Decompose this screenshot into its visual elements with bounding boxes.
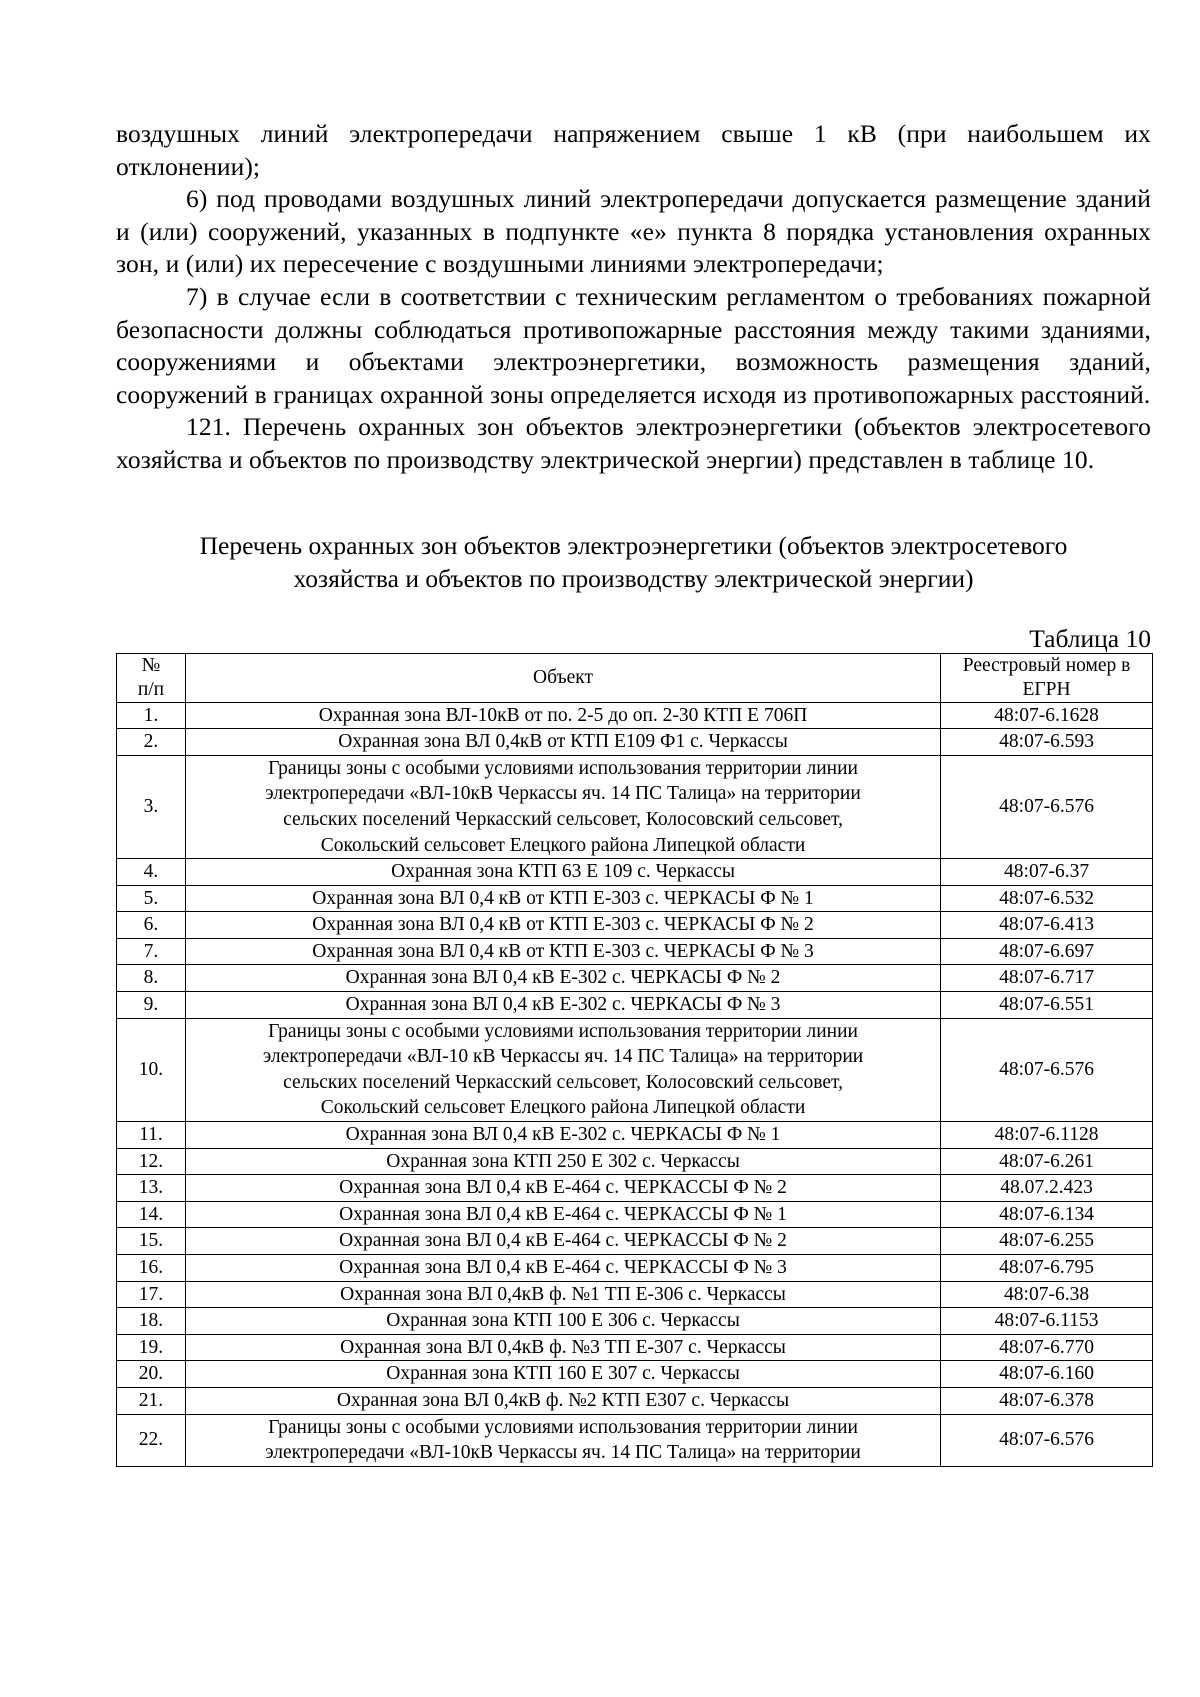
table-row [117, 859, 1153, 886]
row-registry-number: 48:07-6.1128 [941, 1122, 1153, 1149]
row-number: 15. [117, 1228, 186, 1255]
row-object [185, 885, 940, 912]
row-object-line: Охранная зона ВЛ 0,4 кВ от КТП Е-303 с. ЧЕРКАСЫ Ф № 1 [312, 887, 814, 909]
row-registry-number: 48:07-6.532 [941, 885, 1153, 912]
row-object [185, 1281, 940, 1308]
row-registry-number: 48:07-6.378 [941, 1387, 1153, 1414]
table-title [116, 529, 1151, 595]
table-row [117, 729, 1153, 756]
header-registry-line: ЕГРН [1022, 678, 1071, 700]
row-registry-number: 48:07-6.37 [941, 859, 1153, 886]
row-object-line: Охранная зона ВЛ-10кВ от по. 2-5 до оп. 2-30 КТП Е 706П [318, 704, 808, 726]
row-registry-number: 48:07-6.551 [941, 992, 1153, 1019]
row-object [185, 702, 940, 729]
header-number-line: п/п [137, 678, 165, 700]
row-number: 3. [117, 755, 186, 858]
row-registry-number: 48:07-6.717 [941, 965, 1153, 992]
header-registry-line: Реестровый номер в [962, 654, 1131, 676]
header-number-line: № [141, 654, 161, 676]
table-row [117, 938, 1153, 965]
row-number: 13. [117, 1175, 186, 1202]
table-title-line: Перечень охранных зон объектов электроэнергетики (объектов электросетевого [199, 530, 1068, 560]
row-number: 17. [117, 1281, 186, 1308]
row-number: 20. [117, 1361, 186, 1388]
row-object-line: Границы зоны с особыми условиями использования территории линии [268, 1416, 858, 1438]
row-registry-number: 48:07-6.134 [941, 1201, 1153, 1228]
row-object [185, 859, 940, 886]
paragraph-item-6: 6) под проводами воздушных линий электропередачи допускается размещение зданий и (или) сооружений, указанных в подпункте «е» пункта 8 порядка установления охранных зон, и (или) их пересечение с воздушными линиями электропередачи; [116, 184, 1151, 279]
header-registry-number [941, 653, 1153, 702]
row-number: 10. [117, 1018, 186, 1121]
table-row [117, 1334, 1153, 1361]
document-page [116, 118, 1151, 1467]
table-row [117, 1018, 1153, 1121]
row-number: 21. [117, 1387, 186, 1414]
row-object-line: Охранная зона ВЛ 0,4 кВ Е-302 с. ЧЕРКАСЫ Ф № 2 [345, 967, 781, 989]
row-object-line: Сокольский сельсовет Елецкого района Липецкой области [320, 1097, 806, 1119]
table-row [117, 1148, 1153, 1175]
table-row [117, 1361, 1153, 1388]
row-registry-number: 48:07-6.795 [941, 1255, 1153, 1282]
table-row [117, 1308, 1153, 1335]
row-object [185, 938, 940, 965]
row-object [185, 1334, 940, 1361]
row-object-line: Охранная зона ВЛ 0,4 кВ Е-464 с. ЧЕРКАССЫ Ф № 2 [339, 1177, 787, 1199]
table-row [117, 1122, 1153, 1149]
row-registry-number: 48:07-6.770 [941, 1334, 1153, 1361]
row-object-line: Охранная зона ВЛ 0,4 кВ Е-302 с. ЧЕРКАСЫ Ф № 1 [345, 1124, 781, 1146]
row-registry-number: 48:07-6.160 [941, 1361, 1153, 1388]
row-object-line: Охранная зона КТП 250 Е 302 с. Черкассы [386, 1150, 740, 1172]
row-object-line: электропередачи «ВЛ-10 кВ Черкассы яч. 14 ПС Талица» на территории [262, 1046, 864, 1068]
row-object-line: Сокольский сельсовет Елецкого района Липецкой области [320, 834, 806, 856]
row-object-line: сельских поселений Черкасский сельсовет, Колосовский сельсовет, [283, 808, 843, 830]
table-row [117, 1255, 1153, 1282]
table-header-row [117, 653, 1153, 702]
row-object-line: Охранная зона ВЛ 0,4 кВ от КТП Е-303 с. ЧЕРКАСЫ Ф № 2 [312, 914, 814, 936]
table-row [117, 885, 1153, 912]
table-row [117, 912, 1153, 939]
table-body [117, 702, 1153, 1466]
row-object [185, 1122, 940, 1149]
paragraph-item-7: 7) в случае если в соответствии с техническим регламентом о требованиях пожарной безопасности должны соблюдаться противопожарные расстояния между такими зданиями, сооружениями и объектами электроэнергетики, возможность размещения зданий, сооружений в границах охранной зоны определяется исходя из противопожарных расстояний. [116, 281, 1151, 409]
row-registry-number: 48:07-6.593 [941, 729, 1153, 756]
table-row [117, 1228, 1153, 1255]
row-registry-number: 48:07-6.261 [941, 1148, 1153, 1175]
row-number: 14. [117, 1201, 186, 1228]
row-object [185, 1414, 940, 1466]
row-object [185, 729, 940, 756]
row-number: 16. [117, 1255, 186, 1282]
row-object-line: Охранная зона ВЛ 0,4 кВ Е-302 с. ЧЕРКАСЫ Ф № 3 [345, 994, 781, 1016]
table-row [117, 1387, 1153, 1414]
row-object [185, 965, 940, 992]
row-object-line: Охранная зона ВЛ 0,4кВ ф. №3 ТП Е-307 с. Черкассы [340, 1336, 786, 1358]
row-object [185, 1148, 940, 1175]
table-row [117, 1281, 1153, 1308]
row-number: 1. [117, 702, 186, 729]
row-object-line: Охранная зона ВЛ 0,4 кВ от КТП Е-303 с. ЧЕРКАСЫ Ф № 3 [312, 940, 814, 962]
row-registry-number: 48:07-6.38 [941, 1281, 1153, 1308]
row-registry-number: 48.07.2.423 [941, 1175, 1153, 1202]
row-object-line: электропередачи «ВЛ-10кВ Черкассы яч. 14 ПС Талица» на территории [265, 783, 861, 805]
row-registry-number: 48:07-6.576 [941, 1018, 1153, 1121]
row-number: 19. [117, 1334, 186, 1361]
row-registry-number: 48:07-6.1153 [941, 1308, 1153, 1335]
table-row [117, 1201, 1153, 1228]
table-row [117, 702, 1153, 729]
row-object-line: Охранная зона КТП 100 Е 306 с. Черкассы [386, 1310, 740, 1332]
row-number: 7. [117, 938, 186, 965]
row-object-line: Границы зоны с особыми условиями использования территории линии [268, 1020, 858, 1042]
header-object: Объект [185, 653, 940, 702]
row-object-line: Границы зоны с особыми условиями использования территории линии [268, 757, 858, 779]
row-number: 5. [117, 885, 186, 912]
row-object-line: Охранная зона КТП 160 Е 307 с. Черкассы [386, 1363, 740, 1385]
row-object-line: электропередачи «ВЛ-10кВ Черкассы яч. 14 ПС Талица» на территории [265, 1442, 861, 1464]
row-registry-number: 48:07-6.576 [941, 755, 1153, 858]
row-object [185, 1228, 940, 1255]
row-object-line: Охранная зона ВЛ 0,4кВ от КТП Е109 Ф1 с. Черкассы [338, 731, 788, 753]
table-row [117, 1175, 1153, 1202]
table-label: Таблица 10 [1029, 623, 1151, 653]
row-object-line: сельских поселений Черкасский сельсовет, Колосовский сельсовет, [283, 1071, 843, 1093]
row-registry-number: 48:07-6.697 [941, 938, 1153, 965]
paragraph-continuation: воздушных линий электропередачи напряжением свыше 1 кВ (при наибольшем их отклонении); [116, 119, 1151, 181]
row-object [185, 1175, 940, 1202]
row-object-line: Охранная зона ВЛ 0,4 кВ Е-464 с. ЧЕРКАССЫ Ф № 1 [339, 1203, 787, 1225]
row-object [185, 1255, 940, 1282]
row-number: 8. [117, 965, 186, 992]
row-object-line: Охранная зона ВЛ 0,4 кВ Е-464 с. ЧЕРКАССЫ Ф № 3 [339, 1257, 787, 1278]
row-registry-number: 48:07-6.413 [941, 912, 1153, 939]
row-number: 4. [117, 859, 186, 886]
row-number: 12. [117, 1148, 186, 1175]
row-registry-number: 48:07-6.255 [941, 1228, 1153, 1255]
protection-zones-table [116, 653, 1153, 1467]
row-number: 18. [117, 1308, 186, 1335]
row-registry-number: 48:07-6.1628 [941, 702, 1153, 729]
header-number [117, 653, 186, 702]
row-object-line: Охранная зона ВЛ 0,4кВ ф. №1 ТП Е-306 с. Черкассы [340, 1283, 786, 1305]
row-object [185, 912, 940, 939]
row-object-line: Охранная зона ВЛ 0,4 кВ Е-464 с. ЧЕРКАССЫ Ф № 2 [339, 1230, 787, 1252]
row-object [185, 1018, 940, 1121]
row-object [185, 755, 940, 858]
row-number: 11. [117, 1122, 186, 1149]
paragraph-121: 121. Перечень охранных зон объектов электроэнергетики (объектов электросетевого хозяйства и объектов по производству электрической энергии) представлен в таблице 10. [116, 412, 1151, 474]
row-number: 9. [117, 992, 186, 1019]
row-number: 6. [117, 912, 186, 939]
table-row [117, 1414, 1153, 1466]
table-title-line: хозяйства и объектов по производству электрической энергии) [293, 563, 974, 593]
row-object-line: Охранная зона КТП 63 Е 109 с. Черкассы [391, 861, 735, 883]
table-row [117, 965, 1153, 992]
row-object [185, 992, 940, 1019]
row-registry-number: 48:07-6.576 [941, 1414, 1153, 1466]
row-object [185, 1201, 940, 1228]
row-object [185, 1308, 940, 1335]
table-row [117, 755, 1153, 858]
table-row [117, 992, 1153, 1019]
row-number: 2. [117, 729, 186, 756]
row-object [185, 1361, 940, 1388]
row-object-line: Охранная зона ВЛ 0,4кВ ф. №2 КТП Е307 с. Черкассы [336, 1389, 790, 1411]
row-object [185, 1387, 940, 1414]
row-number: 22. [117, 1414, 186, 1466]
